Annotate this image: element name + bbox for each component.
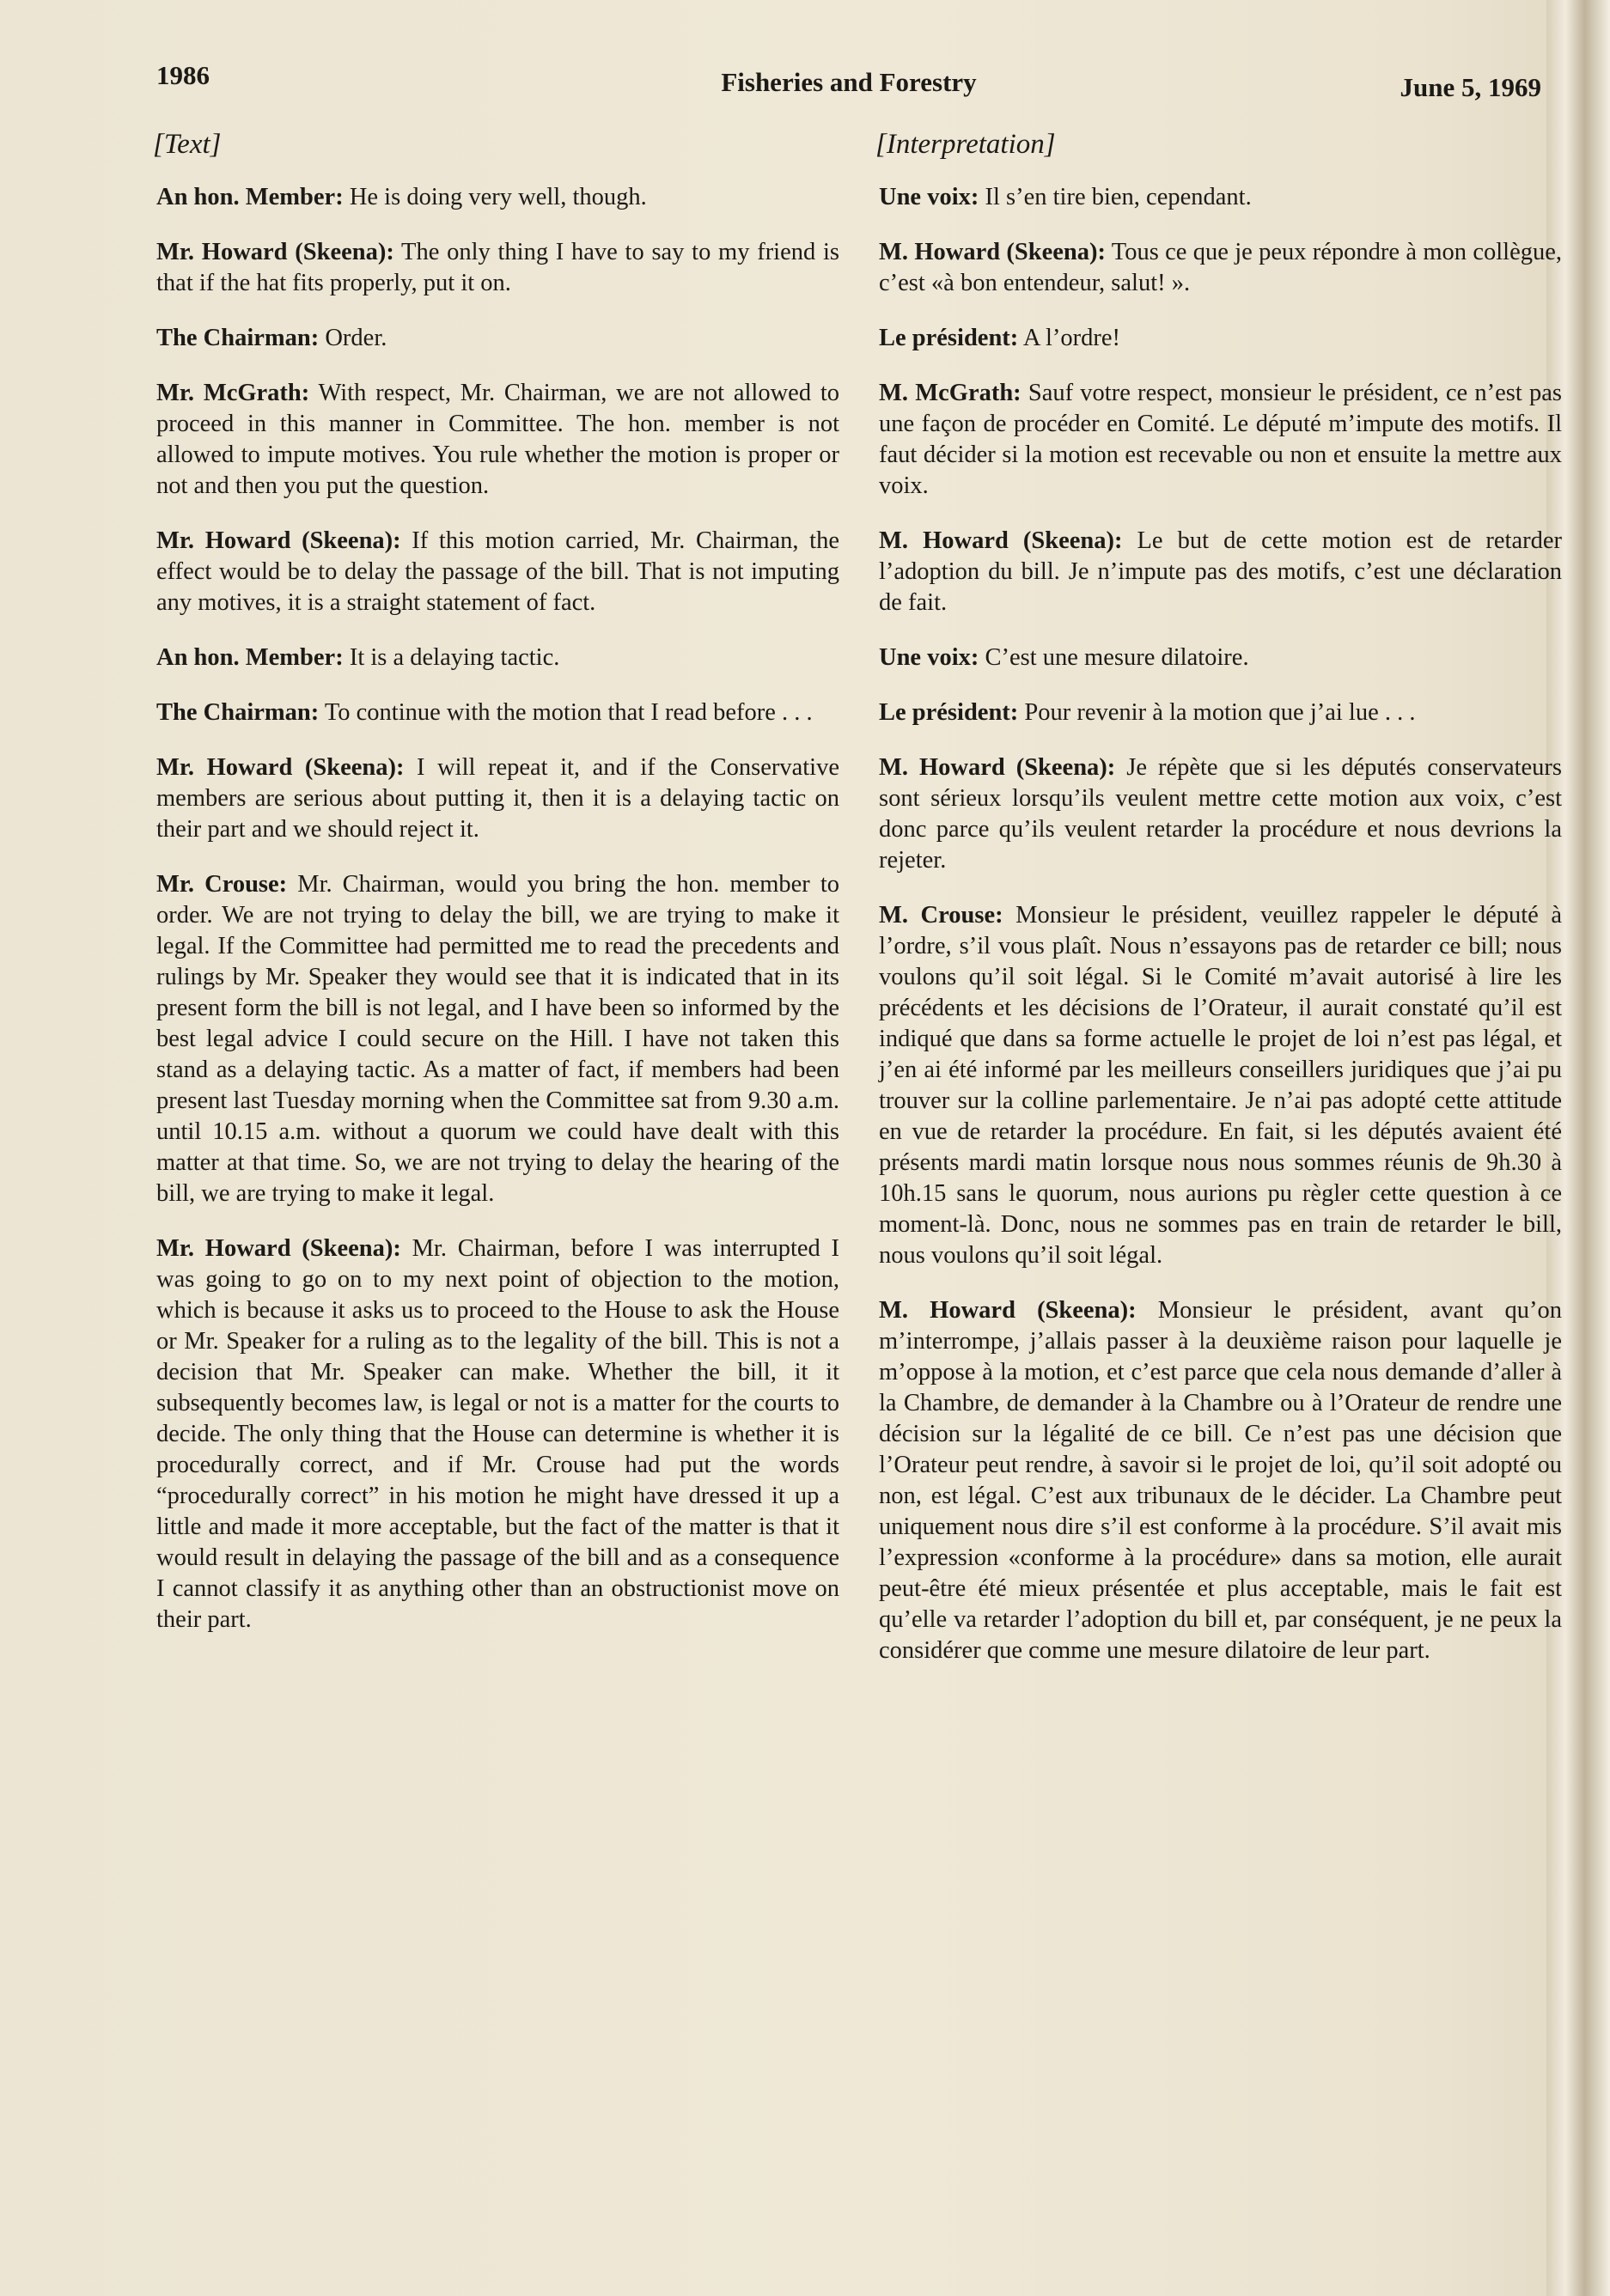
speech-text: C’est une mesure dilatoire. (979, 644, 1249, 671)
transcript-paragraph (156, 182, 839, 213)
english-column (153, 129, 840, 1660)
transcript-paragraph (156, 643, 839, 673)
transcript-paragraph (879, 752, 1562, 876)
transcript-paragraph (156, 1233, 839, 1635)
transcript-paragraph (156, 526, 839, 618)
transcript-paragraph (879, 323, 1562, 354)
speaker-name: M. Howard (Skeena): (879, 1297, 1137, 1324)
transcript-paragraph (879, 182, 1562, 213)
transcript-paragraph (879, 237, 1562, 299)
transcript-paragraph (156, 237, 839, 299)
column-label: Interpretation (886, 129, 1045, 160)
transcript-paragraph (879, 643, 1562, 673)
column-label-interpretation: [Interpretation] (875, 129, 1056, 160)
transcript-paragraph (156, 869, 839, 1209)
speech-text: Mr. Chairman, before I was interrupted I was going to go on to my next point of objection to the motion, which is because it asks us to proceed to the House to ask the House or Mr. Speaker for a ruling as to the legality of the bill. This is not a decision that Mr. Speaker can make. Whether the bill, it it subsequently becomes law, is legal or not is a matter for the courts to decide. The only thing that the House can determine is whether it is procedurally correct, and if Mr. Crouse had put the words “procedurally correct” in his motion he might have dressed it up a little and made it more acceptable, but the fact of the matter is that it would result in delaying the passage of the bill and as a consequence I cannot classify it as anything other than an obstructionist move on their part. (156, 1235, 840, 1633)
transcript-paragraph (879, 697, 1562, 728)
speech-text: With respect, Mr. Chairman, we are not allowed to proceed in this manner in Committee. The hon. member is not allowed to impute motives. You rule whether the motion is proper or not and then you put the question. (156, 380, 840, 499)
column-label-text: [Text] (153, 129, 222, 160)
speaker-name: An hon. Member: (156, 184, 344, 210)
transcript-paragraph (156, 697, 839, 728)
speaker-name: Mr. McGrath: (156, 380, 310, 406)
transcript-paragraph (156, 752, 839, 845)
speaker-name: The Chairman: (156, 699, 320, 726)
running-title: Fisheries and Forestry (721, 67, 977, 97)
header-date: June 5, 1969 (1400, 72, 1541, 102)
french-column (875, 129, 1563, 1690)
speaker-name: M. Howard (Skeena): (879, 527, 1123, 554)
speech-text: It is a delaying tactic. (343, 644, 560, 671)
speaker-name: M. Howard (Skeena): (879, 754, 1116, 781)
speech-text: He is doing very well, though. (343, 184, 647, 210)
column-label: Text (163, 129, 210, 160)
speaker-name: Mr. Howard (Skeena): (156, 1235, 401, 1262)
speech-text: Je répète que si les députés conservateurs sont sérieux lorsqu’ils veulent mettre cette motion aux voix, c’est donc parce qu’ils veulent retarder la procédure et nous devrions la rejeter. (879, 754, 1562, 874)
speaker-name: The Chairman: (156, 325, 320, 351)
speaker-name: An hon. Member: (156, 644, 344, 671)
speech-text: Monsieur le président, avant qu’on m’interrompe, j’allais passer à la deuxième raison pour laquelle je m’oppose à la motion, et c’est parce que cela nous demande d’aller à la Chambre, de demander à la Chambre ou à l’Orateur de rendre une décision sur la légalité de ce bill. Ce n’est pas une décision que l’Orateur peut rendre, à savoir si le projet de loi, qu’il soit adopté ou non, est légal. C’est aux tribunaux de le décider. La Chambre peut uniquement nous dire s’il est conforme à la procédure. S’il avait mis l’expression «conforme à la procédure» dans sa motion, elle aurait peut-être été mieux présentée et plus acceptable, mais le fait est qu’elle va retarder l’adoption du bill et, par conséquent, je ne peux la considérer que comme une mesure dilatoire de leur part. (879, 1297, 1563, 1664)
speaker-name: M. McGrath: (879, 380, 1021, 406)
speaker-name: Le président: (879, 699, 1019, 726)
speech-text: Le but de cette motion est de retarder l’adoption du bill. Je n’impute pas des motifs, c’est une déclaration de fait. (879, 527, 1562, 616)
speaker-name: Mr. Howard (Skeena): (156, 527, 401, 554)
speaker-name: Une voix: (879, 644, 979, 671)
page-header (156, 60, 1541, 112)
speech-text: Pour revenir à la motion que j’ai lue . . . (1018, 699, 1416, 726)
transcript-paragraph (156, 378, 839, 502)
speaker-name: Mr. Howard (Skeena): (156, 239, 394, 265)
speech-text: Tous ce que je peux répondre à mon collègue, c’est «à bon entendeur, salut! ». (879, 239, 1562, 296)
page-number: 1986 (156, 60, 210, 90)
speech-text: A l’ordre! (1018, 325, 1120, 351)
transcript-paragraph (879, 526, 1562, 618)
speaker-name: Une voix: (879, 184, 979, 210)
speaker-name: M. Crouse: (879, 902, 1003, 929)
speech-text: If this motion carried, Mr. Chairman, the effect would be to delay the passage of the bill. That is not imputing any motives, it is a straight statement of fact. (156, 527, 839, 616)
transcript-paragraph (879, 1295, 1562, 1666)
speaker-name: Le président: (879, 325, 1019, 351)
speech-text: Sauf votre respect, monsieur le président, ce n’est pas une façon de procéder en Comité. Le député m’impute des motifs. Il faut décider si la motion est recevable ou non et ensuite la mettre aux voix. (879, 380, 1562, 499)
speech-text: To continue with the motion that I read before . . . (319, 699, 813, 726)
speech-text: The only thing I have to say to my friend is that if the hat fits properly, put it on. (156, 239, 839, 296)
transcript-paragraph (156, 323, 839, 354)
speech-text: I will repeat it, and if the Conservative members are serious about putting it, then it is a delaying tactic on their part and we should reject it. (156, 754, 839, 843)
speaker-name: Mr. Crouse: (156, 871, 288, 898)
speech-text: Mr. Chairman, would you bring the hon. member to order. We are not trying to delay the bill, we are trying to make it legal. If the Committee had permitted me to read the precedents and rulings by Mr. Speaker they would see that it is indicated that in its present form the bill is not legal, and I have been so informed by the best legal advice I could secure on the Hill. I have not taken this stand as a delaying tactic. As a matter of fact, if members had been present last Tuesday morning when the Committee sat from 9.30 a.m. until 10.15 a.m. without a quorum we could have dealt with this matter at that time. So, we are not trying to delay the hearing of the bill, we are trying to make it legal. (156, 871, 839, 1207)
speech-text: Il s’en tire bien, cependant. (979, 184, 1252, 210)
speech-text: Order. (319, 325, 387, 351)
speech-text: Monsieur le président, veuillez rappeler le député à l’ordre, s’il vous plaît. Nous n’essayons pas de retarder ce bill; nous voulons qu’il soit légal. Si le Comité m’avait autorisé à lire les précédents et les décisions de l’Orateur, il aurait constaté qu’il est indiqué que dans sa forme actuelle le projet de loi n’est pas légal, et j’en ai été informé par les meilleurs conseillers juridiques que j’ai pu trouver sur la colline parlementaire. Je n’ai pas adopté cette attitude en vue de retarder la procédure. En fait, si les députés avaient été présents mardi matin lorsque nous nous sommes réunis de 9h.30 à 10h.15 sans le quorum, nous aurions pu règler cette question à ce moment-là. Donc, nous ne sommes pas en train de retarder le bill, nous voulons qu’il soit légal. (879, 902, 1562, 1269)
speaker-name: Mr. Howard (Skeena): (156, 754, 405, 781)
speaker-name: M. Howard (Skeena): (879, 239, 1106, 265)
transcript-paragraph (879, 378, 1562, 502)
transcript-paragraph (879, 900, 1562, 1271)
